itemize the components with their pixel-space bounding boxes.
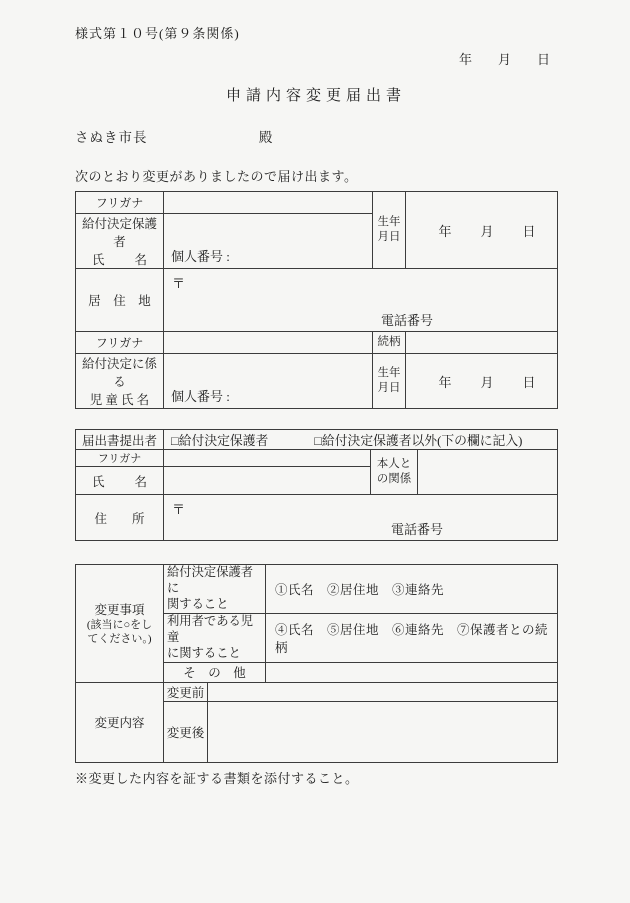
guardian-change-label [164,565,266,614]
personal-number-label: 個人番号 : [171,249,230,264]
name-label-shi: 氏 [92,474,105,489]
postal-mark: 〒 [172,501,186,517]
submitter-type-options [164,430,558,450]
guardian-furigana-field [164,192,373,214]
child-change-label-line2: に関すること [167,645,241,660]
guardian-change-options: ①氏名 ②居住地 ③連絡先 [266,565,558,614]
child-name-label-line2: 児 童 氏 名 [89,393,150,407]
before-change-label: 変更前 [164,682,208,701]
form-content [75,0,557,787]
person-info-table [75,191,558,409]
after-change-label: 変更後 [164,701,208,762]
addressee-line [75,126,557,146]
address-label: 住 所 [76,495,164,541]
guardian-name-field [164,214,373,269]
guardian-change-label-line1: 給付決定保護者に [167,565,254,595]
submitter-option-other: □給付決定保護者以外(下の欄に記入) [314,434,523,448]
submitter-label: 届出書提出者 [76,430,164,450]
birthdate-label-line: 月日 [377,231,401,243]
birthdate-label-line: 月日 [377,382,401,394]
child-name-label [76,354,164,409]
child-birthdate-label [373,354,406,409]
guardian-change-label-line2: 関すること [167,596,229,611]
child-birthdate-field: 年 月 日 [406,354,558,409]
change-items-title: 変更事項 [94,602,145,617]
name-label-mei: 名 [134,253,147,267]
phone-number-label: 電話番号 [391,521,444,537]
name-label-mei: 名 [134,474,147,489]
child-name-field [164,354,373,409]
change-content-label: 変更内容 [76,682,164,762]
submitter-option-guardian: □給付決定保護者 [171,434,269,448]
before-change-field [208,682,558,701]
address-field-inner [164,496,557,540]
child-change-label [164,613,266,662]
other-label: そ の 他 [164,662,266,682]
submitter-name-label [76,467,164,495]
phone-number-label: 電話番号 [381,312,434,328]
change-items-label [76,565,164,683]
relationship-label: 続柄 [373,332,406,354]
residence-label: 居 住 地 [76,269,164,332]
change-items-note-line2: てください。) [87,633,152,646]
child-furigana-field [164,332,373,354]
child-furigana-label: フリガナ [76,332,164,354]
guardian-furigana-label: フリガナ [76,192,164,214]
form-number: 様式第１０号(第９条関係) [75,26,240,41]
name-label-shi: 氏 [92,253,105,267]
relation-label-line: 本人と [376,458,412,471]
relation-to-person-label [371,450,418,495]
child-personal-number-label: 個人番号 : [171,389,230,404]
guardian-name-label [76,214,164,269]
guardian-birthdate-field: 年 月 日 [406,192,558,269]
residence-field-inner [164,270,557,331]
guardian-name-label-line2 [78,250,161,268]
submitter-furigana-field [164,450,371,467]
submitter-name-field [164,467,371,495]
other-field [266,662,558,682]
page-title: 申請内容変更届出書 [225,88,406,104]
child-name-label-line1: 給付決定に係る [81,357,157,389]
attachment-note: ※変更した内容を証する書類を添付すること。 [75,770,359,786]
guardian-name-label-line1: 給付決定保護者 [81,217,157,249]
change-table [75,564,558,763]
postal-mark: 〒 [172,275,186,291]
birthdate-label-line: 生年 [377,367,401,380]
relation-label-line: の関係 [376,473,412,485]
date-line: 年 月 日 [458,52,550,67]
residence-field [164,269,558,332]
relation-to-person-field [418,450,558,495]
child-change-label-line1: 利用者である児童 [167,613,254,644]
guardian-birthdate-label [373,192,406,269]
intro-text: 次のとおり変更がありましたので届け出ます。 [75,169,358,184]
address-field [164,495,558,541]
submitter-name-label-line [78,472,161,490]
submitter-table [75,429,558,541]
child-change-options: ④氏名 ⑤居住地 ⑥連絡先 ⑦保護者との続柄 [266,613,558,662]
submitter-furigana-label: フリガナ [76,450,164,467]
addressee-honorific: 殿 [258,130,274,145]
after-change-field [208,701,558,762]
change-items-note-line1: (該当に○をし [86,618,153,631]
addressee-name: さぬき市長 [75,130,148,145]
birthdate-label-line: 生年 [377,216,401,229]
relationship-field [406,332,558,354]
